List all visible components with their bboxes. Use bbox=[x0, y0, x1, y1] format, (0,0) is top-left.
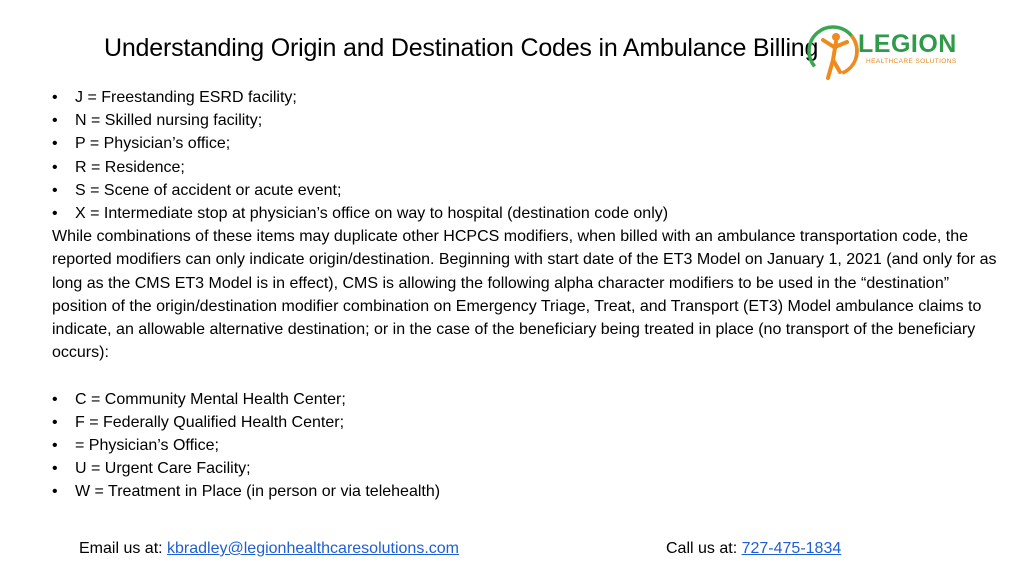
et3-code-item-text: F = Federally Qualified Health Center; bbox=[75, 413, 345, 431]
bullet-icon: • bbox=[52, 483, 58, 501]
origin-codes-list bbox=[52, 86, 997, 225]
slide-body bbox=[52, 86, 997, 504]
origin-code-item-text: X = Intermediate stop at physician’s office on way to hospital (destination code only) bbox=[75, 205, 669, 223]
bullet-icon: • bbox=[52, 460, 58, 478]
origin-code-item-text: R = Residence; bbox=[75, 158, 185, 176]
footer-phone bbox=[666, 540, 841, 558]
origin-code-item-text: S = Scene of accident or acute event; bbox=[75, 181, 342, 199]
legion-logo-mark-icon bbox=[803, 20, 865, 82]
origin-code-item bbox=[52, 156, 997, 179]
footer-email bbox=[79, 540, 459, 558]
legion-logo bbox=[803, 20, 988, 82]
origin-code-item bbox=[52, 179, 997, 202]
et3-code-item bbox=[52, 480, 997, 503]
origin-code-item bbox=[52, 86, 997, 109]
et3-code-item-text: U = Urgent Care Facility; bbox=[75, 460, 251, 478]
bullet-icon: • bbox=[52, 158, 58, 176]
bullet-icon: • bbox=[52, 205, 58, 223]
origin-code-item-text: N = Skilled nursing facility; bbox=[75, 112, 263, 130]
bullet-icon: • bbox=[52, 181, 58, 199]
email-label: Email us at: bbox=[79, 540, 168, 557]
bullet-icon: • bbox=[52, 437, 58, 455]
origin-code-item bbox=[52, 132, 997, 155]
phone-label: Call us at: bbox=[666, 540, 742, 557]
origin-code-item bbox=[52, 202, 997, 225]
section-spacer bbox=[52, 364, 997, 387]
bullet-icon: • bbox=[52, 112, 58, 130]
et3-code-item bbox=[52, 411, 997, 434]
et3-code-item-text: W = Treatment in Place (in person or via telehealth) bbox=[75, 483, 441, 501]
bullet-icon: • bbox=[52, 413, 58, 431]
origin-code-item-text: J = Freestanding ESRD facility; bbox=[75, 89, 297, 106]
logo-wordmark: LEGION bbox=[858, 30, 957, 58]
bullet-icon: • bbox=[52, 135, 58, 153]
email-link[interactable]: kbradley@legionhealthcaresolutions.com bbox=[167, 540, 459, 557]
et3-codes-list bbox=[52, 388, 997, 504]
et3-explanation-paragraph: While combinations of these items may duplicate other HCPCS modifiers, when billed with an ambulance transportation code, the reported modifiers can only indicate origin/destination. Beginning with start date of the ET3 Model on January 1, 2021 (and only for as long as the CMS ET3 Model is in effect), CMS is allowing the following alpha character modifiers to be used in the “destination” position of the origin/destination modifier combination on Emergency Triage, Treat, and Transport (ET3) Model ambulance claims to indicate, an allowable alternative destination; or in the case of the beneficiary being treated in place (no transport of the beneficiary occurs): bbox=[52, 228, 997, 362]
et3-code-item-text: = Physician’s Office; bbox=[75, 437, 219, 455]
origin-code-item-text: P = Physician’s office; bbox=[75, 135, 231, 153]
et3-code-item-text: C = Community Mental Health Center; bbox=[75, 390, 346, 408]
phone-link[interactable]: 727-475-1834 bbox=[741, 540, 842, 557]
et3-code-item bbox=[52, 457, 997, 480]
logo-tagline: HEALTHCARE SOLUTIONS bbox=[866, 58, 957, 65]
slide-title: Understanding Origin and Destination Codes in Ambulance Billing bbox=[104, 34, 819, 62]
et3-code-item bbox=[52, 388, 997, 411]
bullet-icon: • bbox=[52, 89, 58, 106]
origin-code-item bbox=[52, 109, 997, 132]
bullet-icon: • bbox=[52, 390, 58, 408]
et3-code-item bbox=[52, 434, 997, 457]
